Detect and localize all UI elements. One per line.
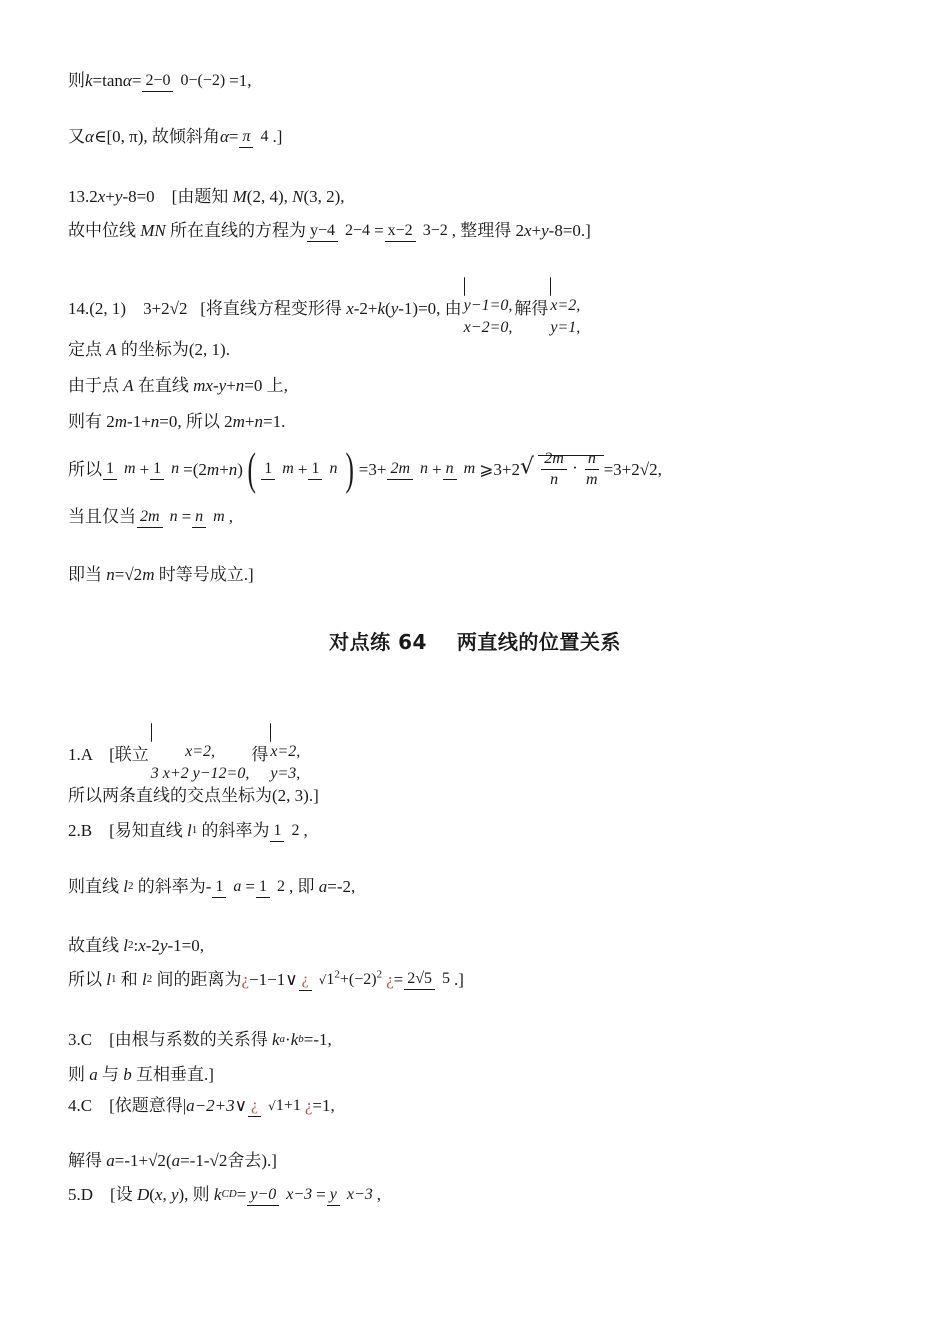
var: x (523, 221, 532, 240)
line-19 (68, 1066, 214, 1083)
text: 则有 2 (68, 412, 115, 431)
text: -2+ (353, 299, 378, 318)
line-4 (68, 222, 591, 239)
line-20 (68, 1097, 335, 1114)
fraction (404, 971, 453, 987)
equation: y=1, (550, 319, 581, 336)
var: l (106, 969, 111, 989)
section-title: 对点练 64 两直线的位置关系 (329, 630, 621, 654)
equation-system (550, 278, 580, 339)
line-3 (68, 188, 345, 205)
text: .] (454, 969, 464, 989)
text: 的斜率为- (133, 877, 212, 896)
text: + (139, 459, 150, 479)
fraction (247, 1187, 315, 1203)
denominator: 0−(−2) (180, 71, 226, 89)
subscript: 2 (146, 972, 153, 985)
var: a (318, 877, 328, 896)
text: 当且仅当 (68, 507, 136, 526)
equation-system (270, 724, 300, 785)
text: 1+1 (275, 1096, 301, 1114)
dot: · (572, 457, 578, 477)
subscript: 2 (127, 939, 134, 951)
numerator: 2m (387, 460, 413, 480)
fraction (327, 1187, 376, 1203)
line-14 (68, 822, 308, 839)
line-8 (68, 413, 285, 430)
line-18 (68, 1031, 332, 1048)
text: 即当 (68, 565, 107, 584)
var: y (114, 187, 123, 206)
text: (3, 2), (303, 187, 345, 206)
text: + (244, 412, 255, 431)
text: 所以 (68, 969, 107, 989)
text: ) (237, 459, 243, 479)
fraction (307, 223, 373, 239)
numerator: n (443, 460, 457, 480)
numerator: n (585, 451, 599, 470)
text: ( (149, 1185, 155, 1204)
numerator: 1 (308, 460, 322, 480)
text: [将直线方程变形得 (187, 299, 347, 318)
denominator: x−3 (286, 1185, 313, 1203)
numerator: y−0 (247, 1186, 279, 1206)
text: 所以两条直线的交点坐标为(2, 3).] (68, 786, 319, 805)
text: =3+2 (603, 459, 640, 479)
right-paren: ) (345, 443, 355, 494)
text: + (432, 459, 442, 479)
text: ), 则 (178, 1185, 214, 1204)
text: 得 (251, 745, 269, 764)
text: -8=0.] (548, 221, 591, 240)
text: , 整理得 2 (451, 221, 524, 240)
sqrt: √2 (124, 565, 143, 584)
line-7 (68, 377, 288, 394)
sqrt: √2 (148, 1151, 166, 1170)
text: =0 上, (244, 376, 288, 395)
equation-rows (550, 295, 580, 339)
text: .] (272, 127, 283, 146)
text: -1+ (127, 412, 151, 431)
text: =-2, (327, 877, 356, 896)
var: n (235, 376, 245, 395)
fraction (192, 509, 228, 525)
var: y (170, 1185, 179, 1204)
text: 解得 (68, 1151, 107, 1170)
equation-system (464, 278, 513, 339)
var: x (154, 1185, 163, 1204)
fraction (212, 879, 244, 895)
var: a (171, 1151, 181, 1170)
radical-sign: √ (520, 453, 535, 479)
abs-bar: | (182, 1096, 187, 1115)
subscript: a (279, 1033, 286, 1045)
var: k (85, 71, 93, 90)
var: n (254, 412, 263, 431)
text: 故直线 (68, 936, 124, 955)
text: 在直线 (133, 376, 194, 395)
subscript: b (298, 1033, 304, 1045)
brace (550, 277, 551, 296)
text: 故中位线 (68, 221, 141, 240)
text: 由于点 (68, 376, 124, 395)
radical-sign: √ (268, 1098, 276, 1113)
var: y (159, 936, 168, 955)
fraction (270, 823, 302, 839)
line-5 (68, 278, 582, 339)
text: 舍去).] (227, 1151, 277, 1170)
equation: x=2, (270, 743, 301, 760)
text: = (245, 877, 255, 896)
text: =-1+ (114, 1151, 149, 1170)
text: 14.(2, 1) 3+2 (68, 299, 170, 318)
numerator: 1 (261, 460, 275, 480)
text: , (228, 507, 233, 526)
sqrt: √2 (209, 1151, 228, 1170)
subscript: CD (221, 1188, 237, 1200)
equation-rows (464, 295, 513, 339)
equation: x=2, (550, 297, 581, 314)
text: 间的距离为 (152, 969, 242, 989)
numerator: π (239, 128, 253, 148)
denominator: 2 (291, 821, 300, 839)
text: =-1, (303, 1030, 332, 1049)
denominator: n (329, 460, 338, 477)
fraction (256, 879, 288, 895)
radical-sign: √ (318, 973, 327, 988)
text: - (212, 376, 219, 395)
var: MN (140, 221, 166, 240)
subscript: 1 (191, 824, 198, 836)
text: 则 (68, 1065, 90, 1084)
numerator: y (327, 1186, 340, 1206)
fraction (299, 970, 385, 988)
text: + (297, 459, 308, 479)
line-15 (68, 878, 355, 895)
var: N (292, 187, 304, 206)
text: ∈[0, π), 故倾斜角 (93, 127, 220, 146)
var: α (85, 127, 94, 146)
fraction (248, 1098, 304, 1114)
text: -2 (145, 936, 160, 955)
sqrt: √2 (639, 459, 658, 479)
superscript: 2 (376, 969, 383, 981)
var: a (89, 1065, 98, 1084)
text: + (531, 221, 542, 240)
var: b (123, 1065, 132, 1084)
subscript: 2 (127, 880, 134, 892)
var: k (213, 1185, 222, 1204)
var: m (142, 565, 155, 584)
text: = (228, 127, 239, 146)
brace (151, 723, 152, 742)
text: =tan (92, 71, 123, 90)
numerator: 1 (150, 460, 164, 480)
text: 13.2 (68, 187, 98, 206)
numerator: 2√5 (404, 970, 435, 990)
fraction (142, 73, 228, 89)
numerator: x−2 (385, 222, 416, 242)
fraction (103, 461, 139, 477)
text: 时等号成立.] (154, 565, 254, 584)
text: , 即 (289, 877, 319, 896)
var: x (138, 936, 146, 955)
text: 则直线 (68, 877, 124, 896)
text: 5.D [设 (68, 1185, 137, 1204)
subscript: 1 (110, 972, 117, 985)
text: = (114, 565, 125, 584)
line-21 (68, 1152, 277, 1169)
denominator: n (171, 460, 180, 477)
numerator: ¿ (248, 1097, 261, 1117)
denominator: m (124, 460, 136, 477)
var: n (150, 412, 160, 431)
fraction (308, 461, 340, 477)
denominator: m (213, 507, 225, 525)
equation: x−2=0, (463, 319, 513, 336)
var: l (141, 969, 147, 989)
denominator: n (169, 507, 178, 525)
brace (270, 723, 271, 742)
text: = (236, 1185, 247, 1204)
equation: y=3, (270, 765, 301, 782)
var: a (106, 1151, 115, 1170)
numerator: n (192, 508, 206, 528)
denominator: x−3 (346, 1185, 373, 1203)
superscript: 2 (334, 969, 340, 981)
line-6 (68, 341, 230, 358)
garbled-glyph: ¿ (386, 969, 394, 989)
text: (2, 4), (246, 187, 293, 206)
var: n (228, 459, 238, 479)
line-22 (68, 1186, 381, 1203)
text: , (657, 459, 662, 479)
text: =0, 所以 2 (159, 412, 233, 431)
text: −1−1∨ (249, 969, 298, 989)
var: k (272, 1030, 280, 1049)
numerator: ¿ (299, 971, 312, 991)
line-11 (68, 566, 254, 583)
var: m (232, 412, 245, 431)
text: -1=0, (167, 936, 204, 955)
text: 解得 (514, 299, 549, 318)
text: 和 (116, 969, 142, 989)
text: =(2 (183, 459, 207, 479)
text: = (316, 1185, 326, 1204)
equation: y−1=0, (463, 297, 513, 314)
fraction (385, 223, 451, 239)
text: ( (385, 299, 391, 318)
var: m (114, 412, 128, 431)
brace (464, 277, 465, 296)
text: 所在直线的方程为 (165, 221, 306, 240)
denominator: 3−2 (422, 221, 448, 239)
text: a−2+3∨ (186, 1096, 248, 1115)
line-16 (68, 937, 204, 954)
numerator: 1 (103, 460, 117, 480)
text: , (376, 1185, 382, 1204)
text: 2.B [易知直线 (68, 821, 187, 840)
var: l (123, 936, 128, 955)
numerator: y−4 (307, 222, 338, 242)
text: · (285, 1030, 291, 1049)
text: + (226, 376, 236, 395)
var: D (136, 1185, 150, 1204)
line-2 (68, 128, 282, 145)
text: 4.C [依题意得 (68, 1096, 183, 1115)
denominator: m (586, 470, 598, 488)
text: 又 (68, 127, 85, 146)
var: l (123, 877, 128, 896)
fraction (239, 129, 271, 145)
text: ⩾3+2 (479, 459, 521, 479)
text: 则 (68, 71, 85, 90)
line-17 (68, 970, 464, 988)
var: l (187, 821, 192, 840)
equation: x=2, (185, 743, 215, 760)
var: mx (193, 376, 213, 395)
text: 互相垂直.] (131, 1065, 214, 1084)
text: = (393, 969, 404, 989)
denominator: 4 (260, 127, 269, 145)
text: =1. (263, 412, 286, 431)
text: : (133, 936, 139, 955)
var: y (390, 299, 399, 318)
var: y (218, 376, 227, 395)
fraction (137, 509, 181, 525)
numerator: 1 (212, 878, 226, 898)
denominator: n (420, 460, 429, 477)
text: 3.C [由根与系数的关系得 (68, 1030, 272, 1049)
text: =3+ (358, 459, 387, 479)
denominator: m (282, 460, 294, 477)
fraction (541, 451, 567, 488)
sqrt-expression (520, 451, 604, 488)
text: = (131, 71, 142, 90)
text: -8=0 [由题知 (122, 187, 233, 206)
equation: 3 x+2 y−12=0, (150, 765, 250, 782)
line-1 (68, 72, 252, 89)
var: y (541, 221, 549, 240)
var: k (377, 299, 386, 318)
var: α (219, 127, 229, 146)
text: , (303, 821, 308, 840)
line-9 (68, 443, 662, 494)
var: n (106, 565, 115, 584)
sqrt: √2 (169, 299, 188, 318)
equation-rows (151, 741, 250, 785)
text: 的斜率为 (197, 821, 270, 840)
denominator: 2−4 (345, 221, 371, 239)
denominator: n (550, 470, 559, 488)
denominator (316, 969, 385, 988)
left-paren: ( (247, 443, 256, 494)
text: + (105, 187, 115, 206)
var: A (106, 340, 117, 359)
text: = (181, 507, 192, 526)
numerator: 2−0 (142, 72, 173, 92)
numerator: 2m (541, 451, 567, 470)
text: 与 (97, 1065, 124, 1084)
text: +(−2) (339, 971, 377, 989)
text: 1.A [联立 (68, 745, 149, 764)
text: + (219, 459, 229, 479)
text: 1 (326, 971, 335, 989)
denominator: 2 (277, 877, 285, 895)
text: 的坐标为(2, 1). (116, 340, 230, 359)
text: =-1- (180, 1151, 210, 1170)
fraction (443, 461, 479, 477)
text: =1, (312, 1096, 335, 1115)
text: -1)=0, 由 (398, 299, 462, 318)
numerator: 2m (137, 508, 163, 528)
denominator: 5 (442, 970, 451, 988)
denominator (265, 1095, 304, 1114)
var: α (122, 71, 132, 90)
garbled-glyph: ¿ (304, 1096, 313, 1115)
numerator: 1 (270, 822, 284, 842)
denominator: a (233, 877, 242, 895)
radicand (538, 449, 603, 488)
text: = (374, 221, 384, 240)
garbled-glyph: ¿ (241, 969, 250, 989)
fraction (583, 451, 601, 488)
var: x (346, 299, 354, 318)
numerator: 1 (256, 878, 270, 898)
var: A (123, 376, 134, 395)
line-10 (68, 508, 233, 525)
line-12 (68, 724, 302, 785)
denominator: m (463, 460, 476, 477)
equation-system (151, 724, 250, 785)
var: k (290, 1030, 299, 1049)
fraction (387, 461, 431, 477)
var: M (232, 187, 247, 206)
text: 所以 (68, 459, 102, 479)
text: 定点 (68, 340, 107, 359)
text: =1, (229, 71, 252, 90)
equation-rows (270, 741, 300, 785)
line-13 (68, 787, 319, 804)
var: x (97, 187, 106, 206)
text: , (162, 1185, 171, 1204)
var: m (206, 459, 220, 479)
fraction (261, 461, 297, 477)
fraction (150, 461, 182, 477)
text: ( (165, 1151, 172, 1170)
